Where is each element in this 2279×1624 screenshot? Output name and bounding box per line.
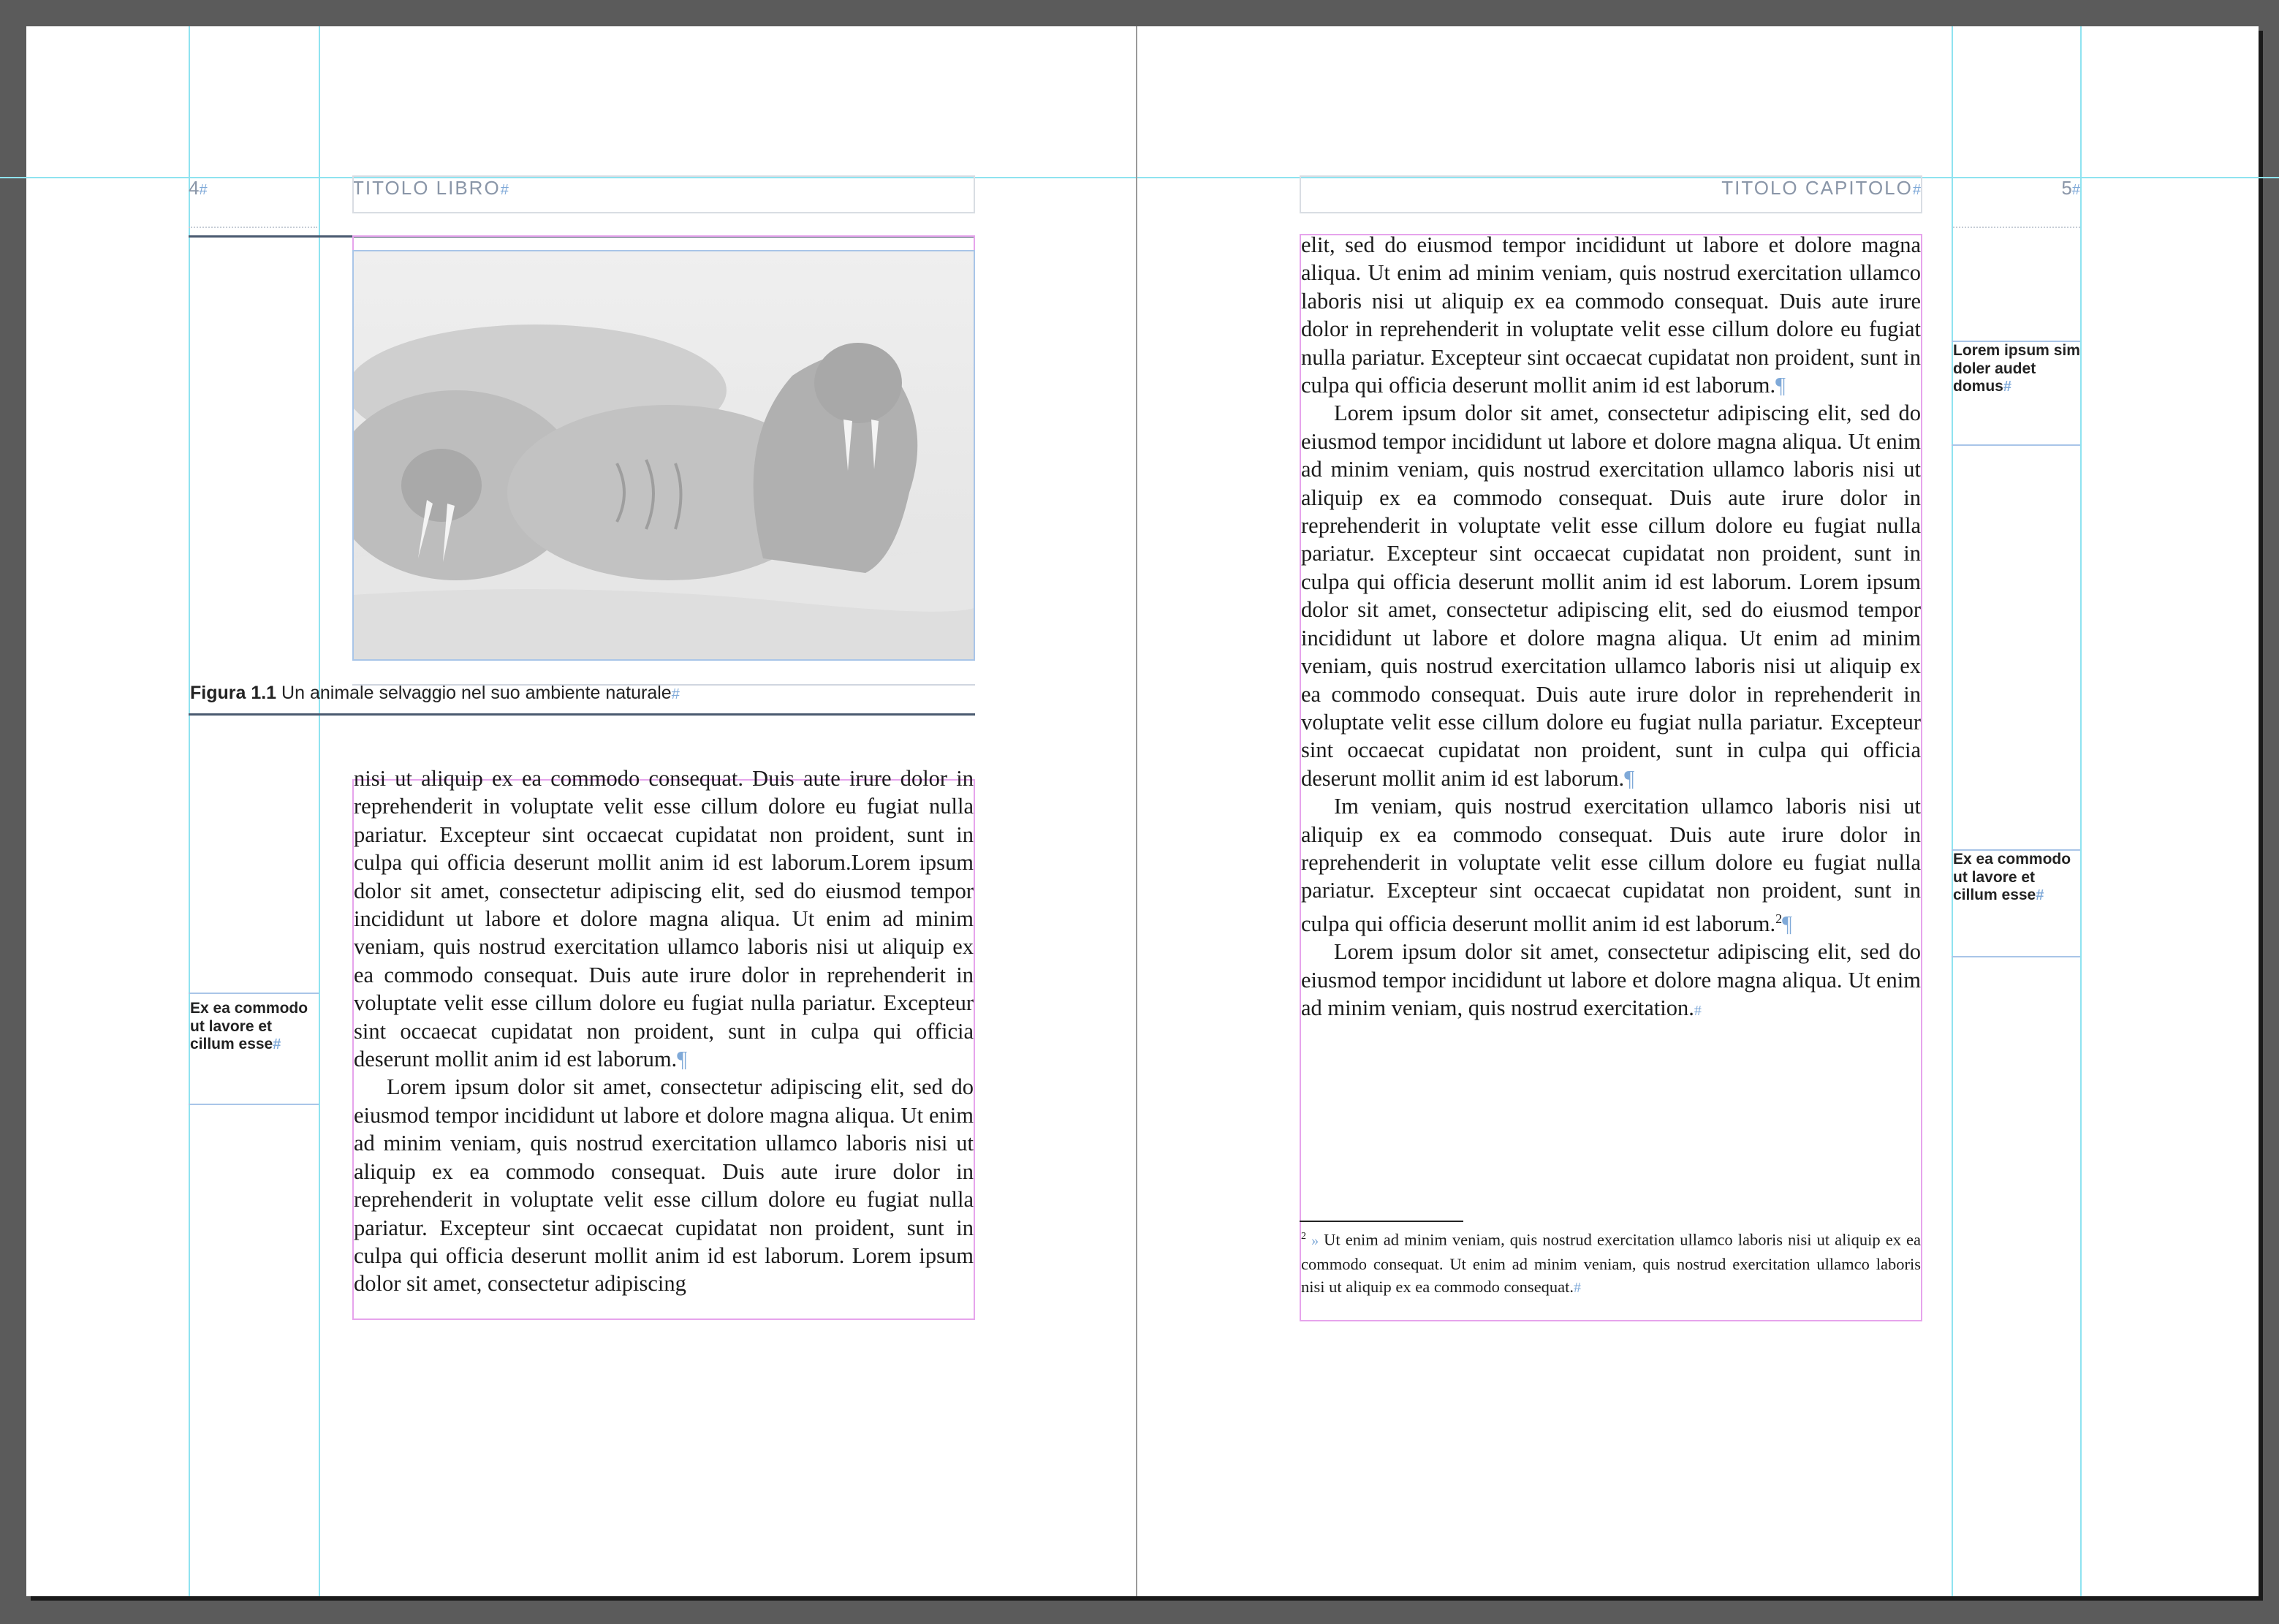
page-number-left: 4# — [189, 177, 208, 199]
header-divider — [1953, 227, 2080, 228]
page-spread — [26, 26, 2259, 1596]
header-frame-left[interactable] — [352, 175, 975, 213]
guide-vertical[interactable] — [2080, 26, 2082, 1596]
paragraph: nisi ut aliquip ex ea commodo consequat. Duis aute irure dolor in reprehenderit in voluptate velit esse cillum dolore eu fugiat nulla pariatur. Excepteur sint occaecat cupidatat non proident, sunt in culpa qui officia deserunt mollit anim id est laborum.Lorem ipsum dolor sit amet, consectetur adipiscing elit, sed do eiusmod tempor incididunt ut labore et dolore magna aliqua. Ut enim ad minim veniam, quis nostrud exercitation ullamco laboris nisi ut aliquip ex ea commodo consequat. Duis aute irure dolor in reprehenderit in voluptate velit esse cillum dolore eu fugiat nulla pariatur. Excepteur sint occaecat cupidatat non proident, sunt in culpa qui officia deserunt mollit anim id est laborum.¶ — [354, 766, 974, 1072]
figure-image[interactable] — [352, 250, 975, 661]
guide-horizontal[interactable] — [0, 177, 2279, 178]
sidenote-frame-bottom — [1952, 444, 2080, 446]
running-header-right: TITOLO CAPITOLO# — [1721, 177, 1922, 199]
figure-caption: Figura 1.1 Un animale selvaggio nel suo ambiente naturale# — [190, 683, 680, 703]
sidenote-frame-bottom — [189, 1104, 319, 1105]
body-text-left — [354, 764, 974, 1318]
guide-vertical[interactable] — [319, 26, 320, 1596]
figure-caption-text: Un animale selvaggio nel suo ambiente naturale — [281, 683, 672, 703]
running-header-left: TITOLO LIBRO# — [352, 177, 510, 199]
page-number-right: 5# — [2061, 177, 2080, 199]
footnote-reference[interactable]: 2 — [1775, 911, 1783, 926]
footnote-separator — [1300, 1221, 1463, 1222]
figure-bottom-rule — [189, 713, 975, 716]
footnote: $^2$ » Ut enim ad minim veniam, quis nostrud exercitation ullamco laboris nisi ut aliquip ex ea commodo consequat. Ut enim ad minim veniam, quis nostrud exercitation ullamco laboris nisi ut aliquip ex ea commodo consequat.# — [1301, 1230, 1922, 1296]
walrus-illustration — [354, 251, 975, 661]
guide-vertical[interactable] — [1952, 26, 1953, 1596]
sidenote-right-top: Lorem ipsum sim doler audet domus# — [1953, 342, 2080, 395]
paragraph: Lorem ipsum dolor sit amet, consectetur adipiscing elit, sed do eiusmod tempor incididunt ut labore et dolore magna aliqua. Ut enim ad minim veniam, quis nostrud exercitation ullamco laboris nisi ut aliquip ex ea commodo consequat. Duis aute irure dolor in reprehenderit in voluptate velit esse cillum dolore eu fugiat nulla pariatur. Excepteur sint occaecat cupidatat non proident, sunt in culpa qui officia deserunt mollit anim id est laborum. Lorem ipsum dolor sit amet, consectetur adipiscing — [354, 1074, 974, 1297]
sidenote-right-bottom: Ex ea commodo ut lavore et cillum esse# — [1953, 851, 2071, 903]
sidenote-left: Ex ea commodo ut lavore et cillum esse# — [190, 1000, 308, 1052]
sidenote-frame-top — [189, 993, 319, 994]
guide-vertical[interactable] — [189, 26, 190, 1596]
spread-spine — [1136, 26, 1137, 1596]
paragraph: Lorem ipsum dolor sit amet, consectetur adipiscing elit, sed do eiusmod tempor incididunt ut labore et dolore magna aliqua. Ut enim ad minim veniam, quis nostrud exercitation.# — [1301, 939, 1921, 1021]
paragraph: elit, sed do eiusmod tempor incididunt ut labore et dolore magna aliqua. Ut enim ad minim veniam, quis nostrud exercitation ullamco laboris nisi ut aliquip ex ea commodo consequat. Duis aute irure dolor in reprehenderit in voluptate velit esse cillum dolore eu fugiat nulla pariatur. Excepteur sint occaecat cupidatat non proident, sunt in culpa qui officia deserunt mollit anim id est laborum.¶ — [1301, 232, 1921, 398]
figure-label: Figura 1.1 — [190, 683, 277, 703]
footnote-text: Ut enim ad minim veniam, quis nostrud exercitation ullamco laboris nisi ut aliquip ex ea commodo consequat. Ut enim ad minim veniam, quis nostrud exercitation ullamco laboris nisi ut aliquip ex ea commodo consequat. — [1301, 1230, 1922, 1296]
sidenote-frame-bottom — [1952, 956, 2080, 957]
paragraph: Lorem ipsum dolor sit amet, consectetur adipiscing elit, sed do eiusmod tempor incididunt ut labore et dolore magna aliqua. Ut enim ad minim veniam, quis nostrud exercitation ullamco laboris nisi ut aliquip ex ea commodo consequat. Duis aute irure dolor in reprehenderit in voluptate velit esse cillum dolore eu fugiat nulla pariatur. Excepteur sint occaecat cupidatat non proident, sunt in culpa qui officia deserunt mollit anim id est laborum. Lorem ipsum dolor sit amet, consectetur adipiscing elit, sed do eiusmod tempor incididunt ut labore et dolore magna aliqua. Ut enim ad minim veniam, quis nostrud exercitation ullamco laboris nisi ut aliquip ex ea commodo consequat. Duis aute irure dolor in reprehenderit in voluptate velit esse cillum dolore eu fugiat nulla pariatur. Excepteur sint occaecat cupidatat non proident, sunt in culpa qui officia deserunt mollit anim id est laborum.¶ — [1301, 401, 1921, 791]
footnote-number: 2 — [1301, 1231, 1306, 1242]
body-text-right — [1301, 231, 1921, 1105]
header-divider — [189, 227, 317, 228]
header-frame-right[interactable] — [1300, 175, 1922, 213]
paragraph: Im veniam, quis nostrud exercitation ullamco laboris nisi ut aliquip ex ea commodo consequat. Duis aute irure dolor in reprehenderit in voluptate velit esse cillum dolore eu fugiat nulla pariatur. Excepteur sint occaecat cupidatat non proident, sunt in culpa qui officia deserunt mollit anim id est laborum.$^2$¶ — [1301, 794, 1921, 936]
